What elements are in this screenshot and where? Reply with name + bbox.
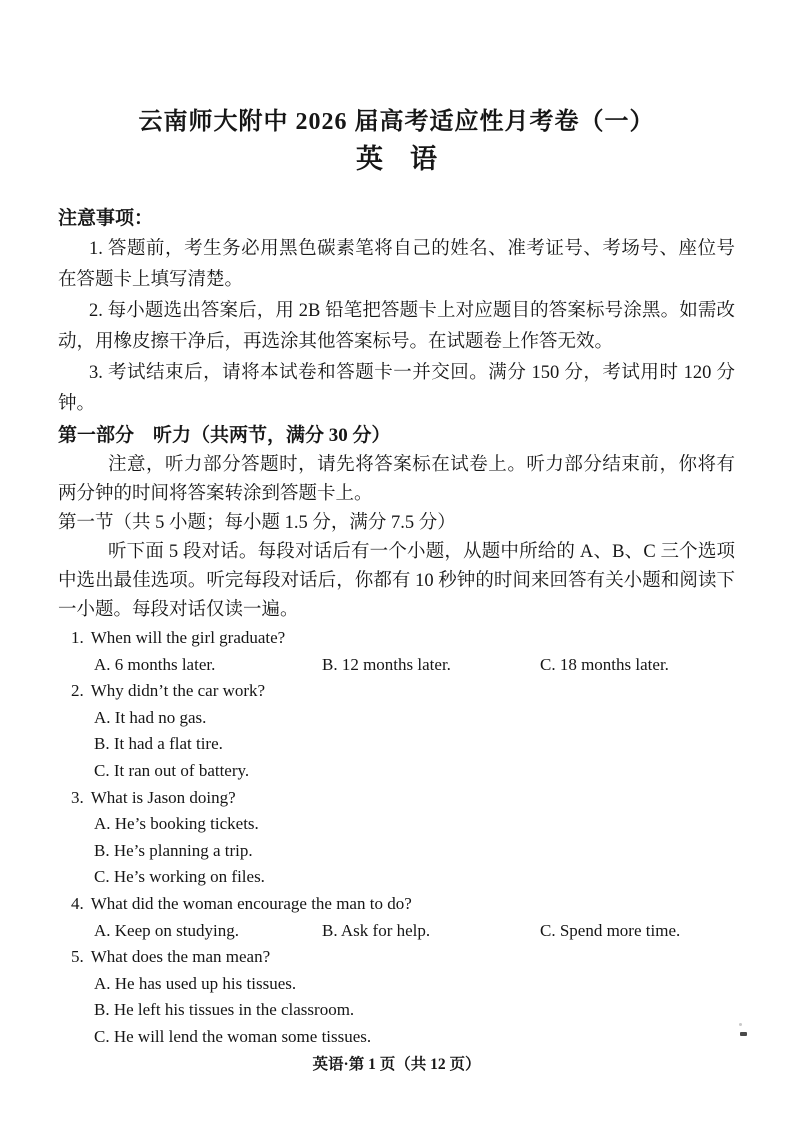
page-content [0, 106, 793, 1077]
option-b: B. He’s planning a trip. [94, 840, 253, 860]
question-text [58, 891, 735, 918]
question-stem: What did the woman encourage the man to do? [90, 893, 412, 913]
option-a: A. 6 months later. [94, 654, 216, 674]
option-c: C. He’s working on files. [94, 867, 265, 887]
listening-note: 注意，听力部分答题时，请先将答案标在试卷上。听力部分结束前，你将有两分钟的时间将答案转涂到答题卡上。 [58, 455, 735, 504]
question-stem: When will the girl graduate? [90, 628, 286, 647]
question-5 [58, 944, 735, 1050]
question-number: 2. [71, 681, 84, 701]
option-b: B. He left his tissues in the classroom. [94, 1000, 355, 1020]
notice-section [58, 203, 735, 420]
notice-item-3: 3. 考试结束后，请将本试卷和答题卡一并交回。满分 150 分，考试用时 120 分钟。 [58, 363, 735, 414]
questions-list [58, 625, 735, 1051]
question-number: 1. [71, 628, 84, 647]
section1-intro: 听下面 5 段对话。每段对话后有一个小题，从题中所给的 A、B、C 三个选项中选出最佳选项。听完每段对话后，你都有 10 秒钟的时间来回答有关小题和阅读下一小题。每段对话仅读一遍。 [58, 542, 735, 620]
question-text [58, 944, 735, 971]
question-text [58, 785, 735, 812]
option-b: B. It had a flat tire. [94, 734, 223, 754]
option-a: A. Keep on studying. [94, 920, 239, 940]
option-b: B. 12 months later. [322, 654, 451, 674]
question-number: 4. [71, 893, 84, 913]
scan-speck-small [739, 1023, 742, 1026]
option-a: A. It had no gas. [94, 707, 207, 727]
page-footer: 英语·第 1 页（共 12 页） [312, 1055, 481, 1073]
option-a: A. He’s booking tickets. [94, 814, 259, 834]
section1-heading: 第一节（共 5 小题；每小题 1.5 分，满分 7.5 分） [58, 513, 456, 533]
question-2 [58, 678, 735, 784]
notice-item-1: 1. 答题前，考生务必用黑色碳素笔将自己的姓名、准考证号、考场号、座位号在答题卡上填写清楚。 [58, 239, 735, 290]
notice-heading: 注意事项： [58, 208, 154, 229]
exam-title: 云南师大附中 2026 届高考适应性月考卷（一） [138, 109, 655, 135]
option-b: B. Ask for help. [322, 920, 431, 940]
options-row [58, 652, 735, 679]
options-row [58, 918, 735, 945]
exam-subject-title: 英 语 [356, 144, 437, 174]
question-stem: Why didn’t the car work? [90, 681, 266, 701]
question-text [58, 678, 735, 705]
option-c: C. Spend more time. [540, 920, 681, 940]
question-number: 3. [71, 787, 84, 807]
question-number: 5. [71, 947, 84, 967]
question-1 [58, 625, 735, 678]
scan-speck [740, 1032, 747, 1036]
option-c: C. He will lend the woman some tissues. [94, 1026, 372, 1046]
question-stem: What does the man mean? [90, 947, 271, 967]
option-c: C. It ran out of battery. [94, 760, 250, 780]
question-4 [58, 891, 735, 944]
option-a: A. He has used up his tissues. [94, 973, 297, 993]
option-c: C. 18 months later. [540, 654, 669, 674]
question-text [58, 625, 735, 652]
question-stem: What is Jason doing? [90, 787, 236, 807]
notice-item-2: 2. 每小题选出答案后，用 2B 铅笔把答题卡上对应题目的答案标号涂黑。如需改动，用橡皮擦干净后，再选涂其他答案标号。在试题卷上作答无效。 [58, 301, 735, 352]
question-3 [58, 785, 735, 891]
part1-heading: 第一部分 听力（共两节，满分 30 分） [58, 425, 391, 446]
